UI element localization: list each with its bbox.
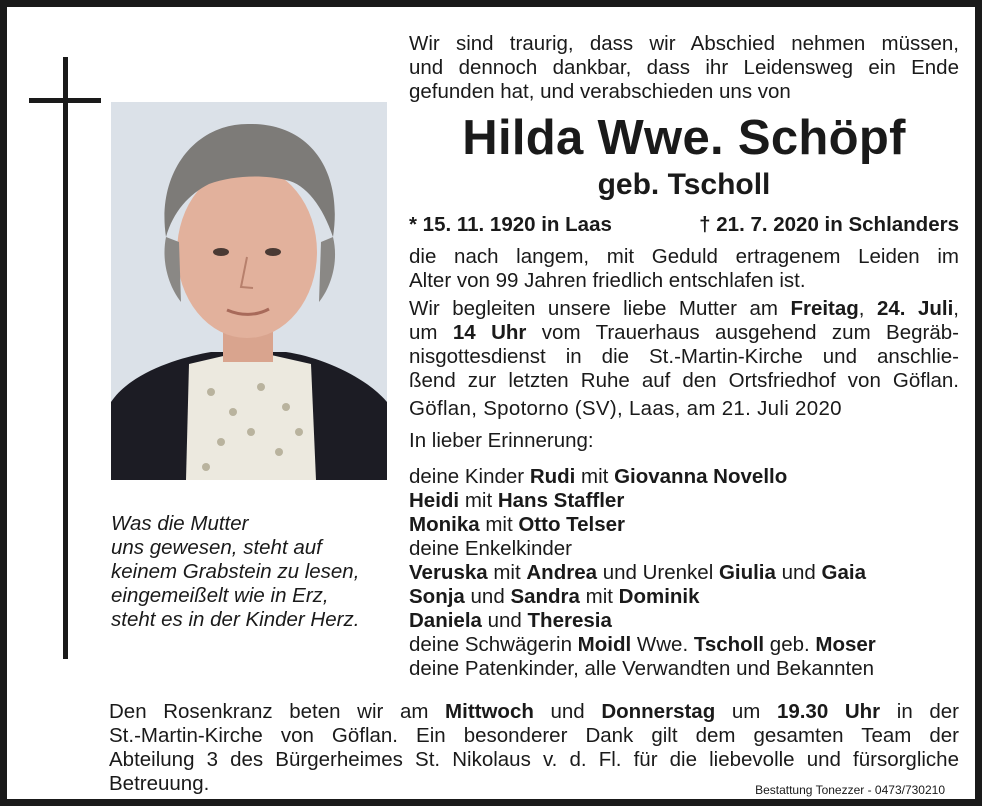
text-line: Den Rosenkranz beten wir am Mittwoch und Donnerstag um 19.30 Uhr in der xyxy=(109,700,959,723)
family-row: Sonja und Sandra mit Dominik xyxy=(409,585,700,608)
poem-line: Was die Mutter xyxy=(111,512,249,535)
family-row: Monika mit Otto Telser xyxy=(409,513,626,536)
life-dates xyxy=(409,213,959,237)
family-row: deine Enkelkinder xyxy=(409,537,572,560)
birth-name: geb. Tscholl xyxy=(597,168,771,201)
funeral-text xyxy=(409,297,959,393)
cross-icon xyxy=(63,57,68,659)
poem-line: eingemeißelt wie in Erz, xyxy=(111,584,329,607)
passing-text xyxy=(409,245,959,293)
text-line: Betreuung. xyxy=(109,772,210,795)
intro-line: gefunden hat, und verabschieden uns von xyxy=(409,80,791,103)
family-row: Heidi mit Hans Staffler xyxy=(409,489,625,512)
deceased-name: Hilda Wwe. Schöpf xyxy=(462,111,906,165)
poem-line: steht es in der Kinder Herz. xyxy=(111,608,360,631)
family-row: deine Schwägerin Moidl Wwe. Tscholl geb. Moser xyxy=(409,633,876,656)
birth-date: * 15. 11. 1920 in Laas xyxy=(409,213,612,236)
text-line: die nach langem, mit Geduld ertragenem Leiden im xyxy=(409,245,959,268)
family-row: Daniela und Theresia xyxy=(409,609,612,632)
intro-line: und dennoch dankbar, dass ihr Leidensweg ein Ende xyxy=(409,56,959,79)
text-line: St.-Martin-Kirche von Göflan. Ein besonderer Dank gilt dem gesamten Team der xyxy=(109,724,959,747)
text-line: Alter von 99 Jahren friedlich entschlafen ist. xyxy=(409,269,806,292)
death-date: † 21. 7. 2020 in Schlanders xyxy=(699,213,959,236)
funeral-home-credit: Bestattung Tonezzer - 0473/730210 xyxy=(755,783,945,797)
portrait-photo xyxy=(111,102,387,480)
family-row: deine Kinder Rudi mit Giovanna Novello xyxy=(409,465,788,488)
text-line: um 14 Uhr vom Trauerhaus ausgehend zum Begräb- xyxy=(409,321,959,344)
intro-line: Wir sind traurig, dass wir Abschied nehmen müssen, xyxy=(409,32,959,55)
text-line: Wir begleiten unsere liebe Mutter am Freitag, 24. Juli, xyxy=(409,297,959,320)
memory-heading: In lieber Erinnerung: xyxy=(409,429,594,452)
poem-line: keinem Grabstein zu lesen, xyxy=(111,560,360,583)
poem xyxy=(111,512,397,632)
place-date: Göflan, Spotorno (SV), Laas, am 21. Juli 2020 xyxy=(409,397,842,420)
text-line: ßend zur letzten Ruhe auf den Ortsfriedhof von Göflan. xyxy=(409,369,959,392)
rosary-text xyxy=(109,700,959,796)
family-list xyxy=(409,465,959,681)
family-row: deine Patenkinder, alle Verwandten und Bekannten xyxy=(409,657,875,680)
text-line: nisgottesdienst in die St.-Martin-Kirche und anschlie- xyxy=(409,345,959,368)
cross-icon-bar xyxy=(29,98,101,103)
family-row: Veruska mit Andrea und Urenkel Giulia und Gaia xyxy=(409,561,866,584)
text-line: Abteilung 3 des Bürgerheimes St. Nikolaus v. d. Fl. für die liebevolle und fürsorgliche xyxy=(109,748,959,771)
poem-line: uns gewesen, steht auf xyxy=(111,536,322,559)
main-text xyxy=(409,32,959,681)
